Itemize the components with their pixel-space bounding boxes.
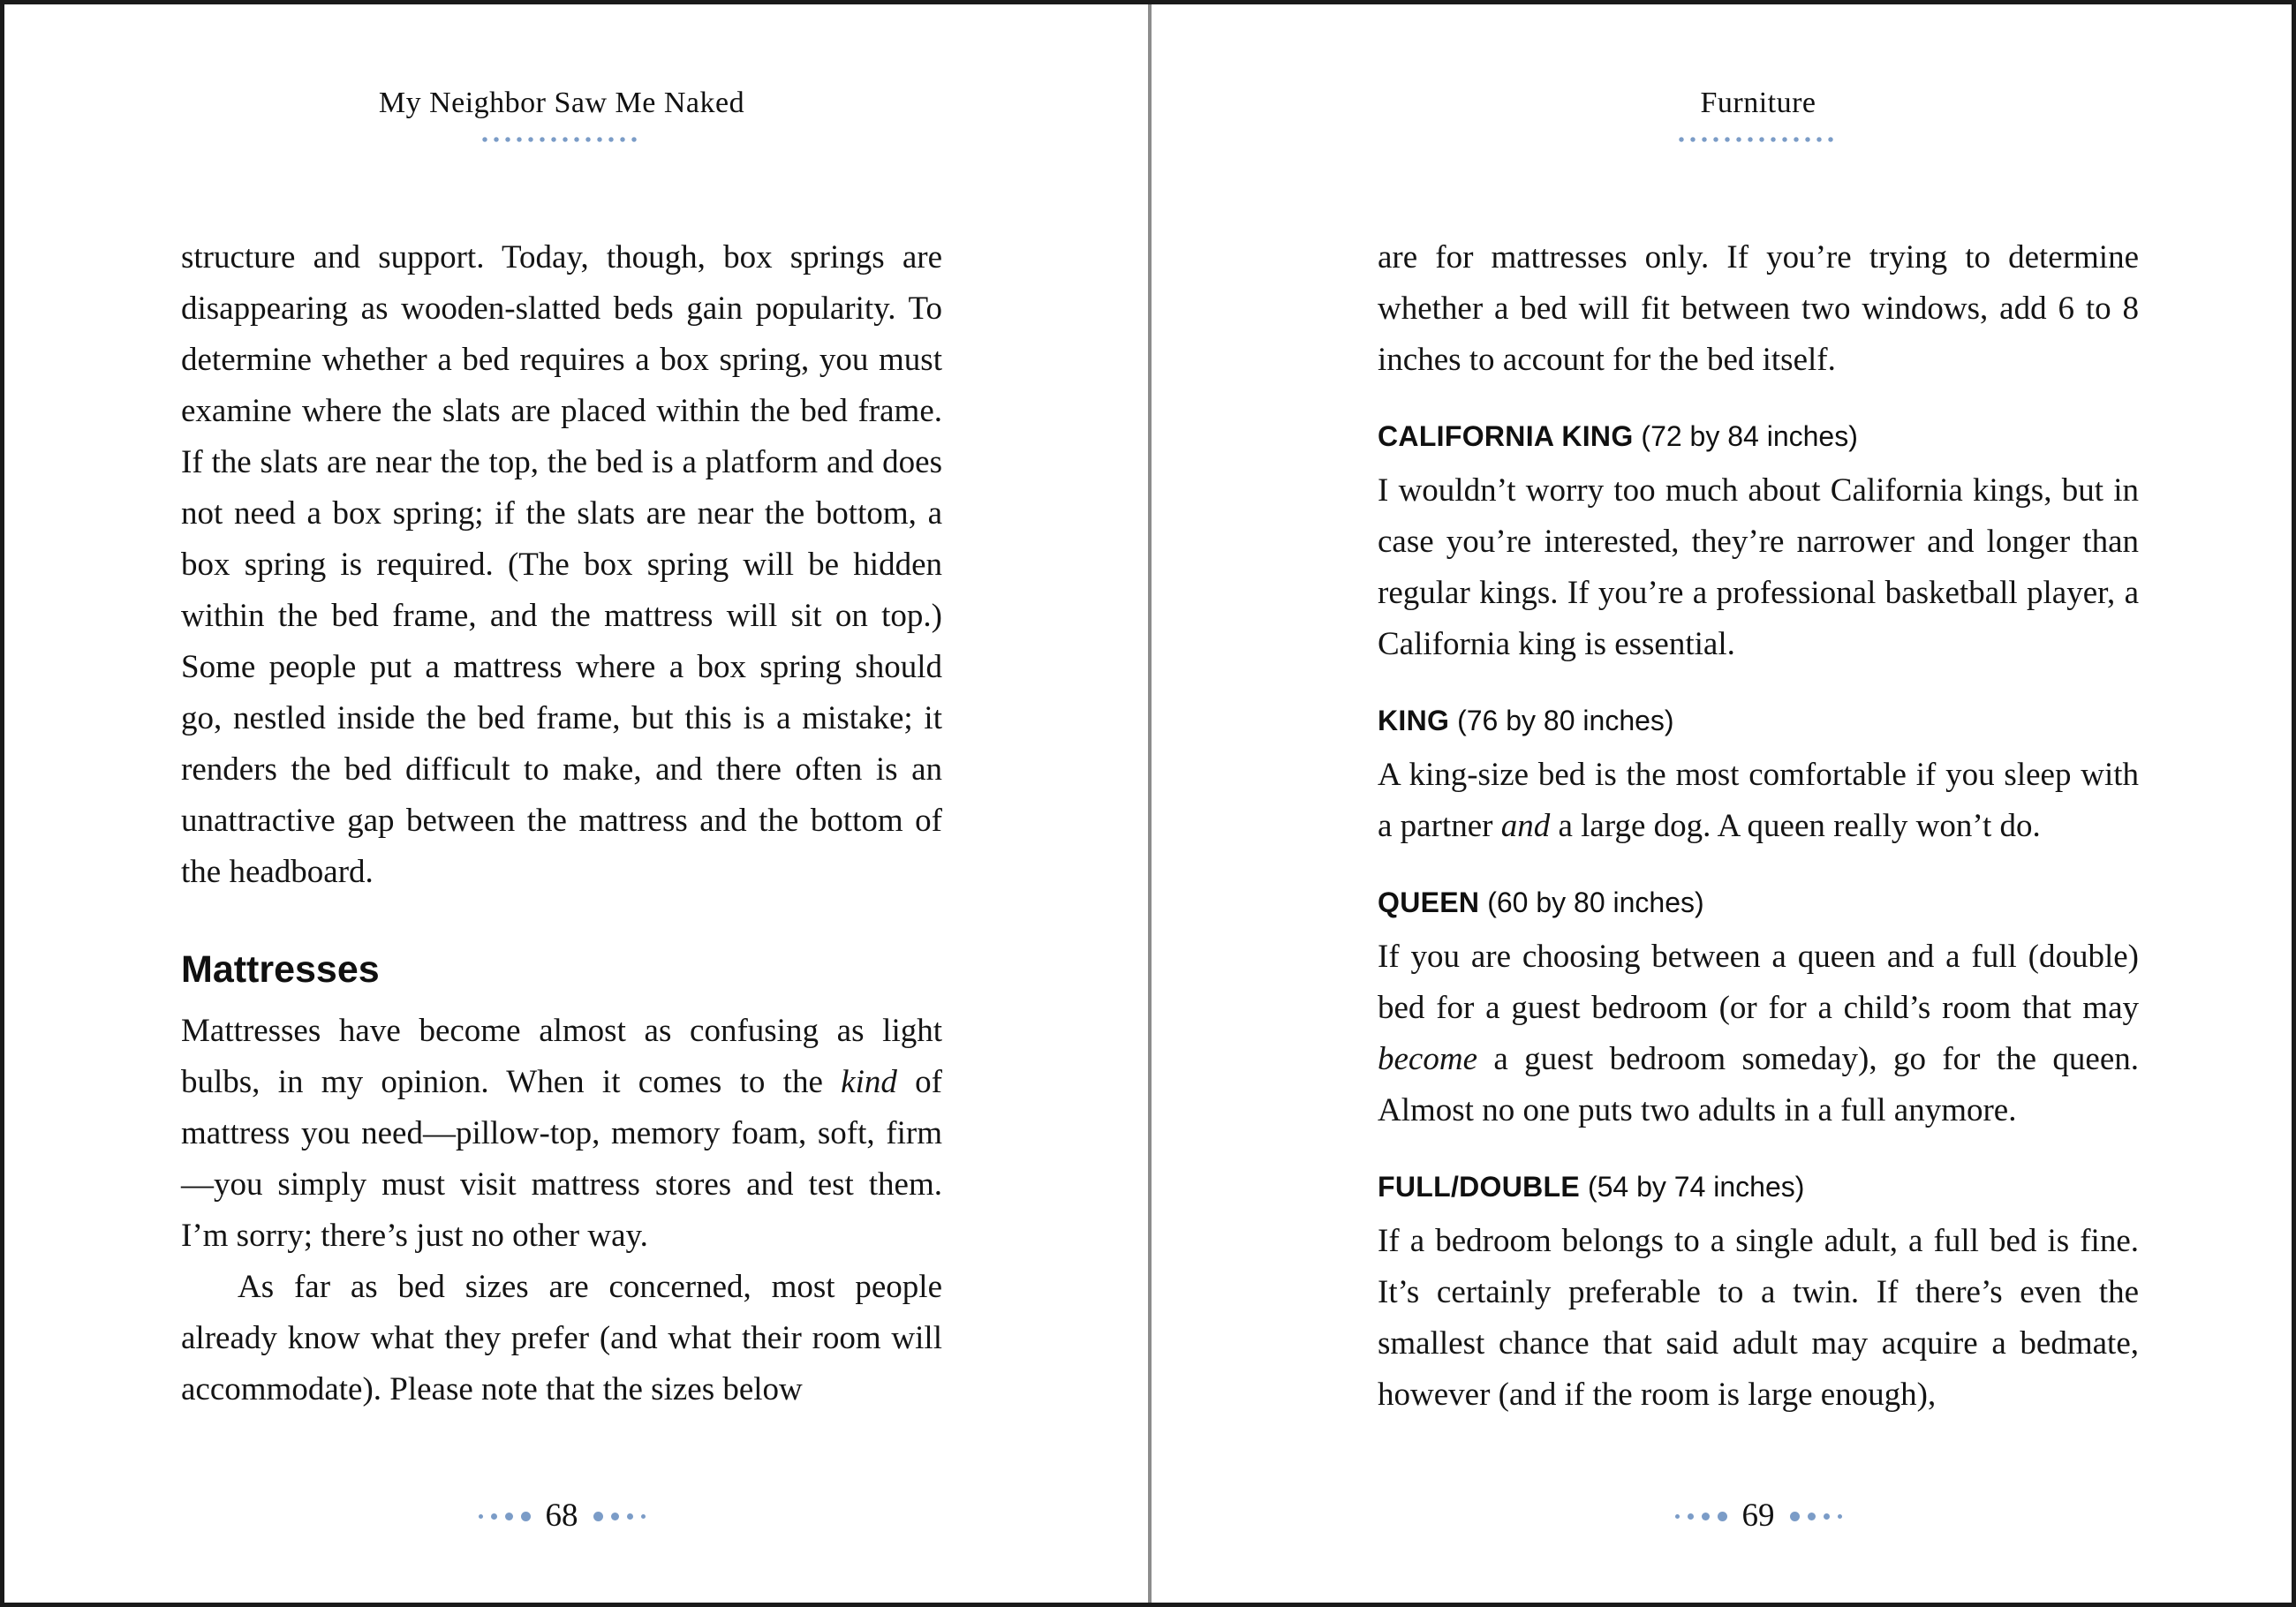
size-heading-queen: [1378, 886, 2139, 919]
dot-icon: [1675, 1514, 1680, 1519]
dotted-rule: [481, 136, 642, 143]
size-heading-king: [1378, 704, 2139, 737]
right-page: [1152, 4, 2296, 1603]
left-page: [4, 4, 1152, 1603]
size-heading-california-king: [1378, 419, 2139, 453]
paragraph: If you are choosing between a queen and a full (double) bed for a guest bedroom (or for a child’s room that may become a guest bedroom someday), go for the queen. Almost no one puts two adults in a full anymore.: [1378, 939, 2139, 1128]
bed-size-dimensions: (72 by 84 inches): [1641, 420, 1858, 452]
paragraph: Mattresses have become almost as confusing as light bulbs, in my opinion. When it comes to the kind of mattress you need—pillow-top, memory foam, soft, firm—you simply must visit mattress stores and test them. I’m sorry; there’s just no other way.: [181, 1013, 942, 1254]
paragraph: I wouldn’t worry too much about California kings, but in case you’re interested, they’re narrower and longer than regular kings. If you’re a professional basketball player, a California king is essential.: [1378, 472, 2139, 662]
bed-size-dimensions: (60 by 80 inches): [1487, 886, 1704, 918]
dotted-rule: [1678, 136, 1839, 143]
dot-icon: [1718, 1512, 1727, 1521]
running-head-book-title: My Neighbor Saw Me Naked: [378, 87, 745, 119]
bed-size-name: CALIFORNIA KING: [1378, 420, 1634, 452]
dot-icon: [491, 1513, 497, 1520]
dot-icon: [611, 1513, 619, 1520]
dot-icon: [1808, 1513, 1816, 1520]
page-number: 68: [545, 1498, 578, 1534]
paragraph: A king-size bed is the most comfortable if you sleep with a partner and a large dog. A queen really won’t do.: [1378, 757, 2139, 844]
dot-icon: [1688, 1513, 1694, 1520]
bed-size-dimensions: (76 by 80 inches): [1457, 705, 1674, 736]
footer-dots-right: [1790, 1512, 1842, 1521]
bed-size-name: FULL/DOUBLE: [1378, 1171, 1581, 1203]
bed-size-name: KING: [1378, 705, 1450, 736]
dot-icon: [521, 1512, 531, 1521]
paragraph: are for mattresses only. If you’re trying to determine whether a bed will fit between two windows, add 6 to 8 inches to account for the bed itself.: [1378, 239, 2139, 378]
dot-icon: [641, 1514, 646, 1519]
dot-icon: [627, 1513, 633, 1520]
section-heading-mattresses: Mattresses: [181, 948, 380, 991]
bed-size-dimensions: (54 by 74 inches): [1587, 1171, 1805, 1203]
paragraph: As far as bed sizes are concerned, most people already know what they prefer (and what their room will accommodate). Please note that the sizes below: [181, 1269, 942, 1407]
dot-icon: [505, 1513, 513, 1520]
dot-icon: [1790, 1512, 1800, 1521]
left-page-body: [181, 232, 942, 1415]
dot-icon: [593, 1512, 603, 1521]
footer-dots-left: [479, 1512, 531, 1521]
bed-size-name: QUEEN: [1378, 886, 1480, 918]
paragraph: structure and support. Today, though, box springs are disappearing as wooden-slatted beds gain popularity. To determine whether a bed requires a box spring, you must examine where the slats are placed within the bed frame. If the slats are near the top, the bed is a platform and does not need a box spring; if the slats are near the bottom, a box spring is required. (The box spring will be hidden within the bed frame, and the mattress will sit on top.) Some people put a mattress where a box spring should go, nestled inside the bed frame, but this is a mistake; it renders the bed difficult to make, and there often is an unattractive gap between the mattress and the bottom of the headboard.: [181, 239, 942, 890]
paragraph: If a bedroom belongs to a single adult, a full bed is fine. It’s certainly preferable to a twin. If there’s even the smallest chance that said adult may acquire a bedmate, however (and if the room is large enough),: [1378, 1223, 2139, 1413]
size-heading-full-double: [1378, 1170, 2139, 1203]
footer-dots-left: [1675, 1512, 1727, 1521]
right-page-footer: [1378, 1498, 2139, 1534]
page-number: 69: [1741, 1498, 1775, 1534]
right-page-body: [1378, 232, 2139, 1421]
dot-icon: [1824, 1513, 1830, 1520]
dot-icon: [1702, 1513, 1710, 1520]
footer-dots-right: [593, 1512, 646, 1521]
running-head-chapter-title: Furniture: [1700, 87, 1816, 119]
left-page-footer: [181, 1498, 942, 1534]
dot-icon: [1838, 1514, 1842, 1519]
dot-icon: [479, 1514, 483, 1519]
